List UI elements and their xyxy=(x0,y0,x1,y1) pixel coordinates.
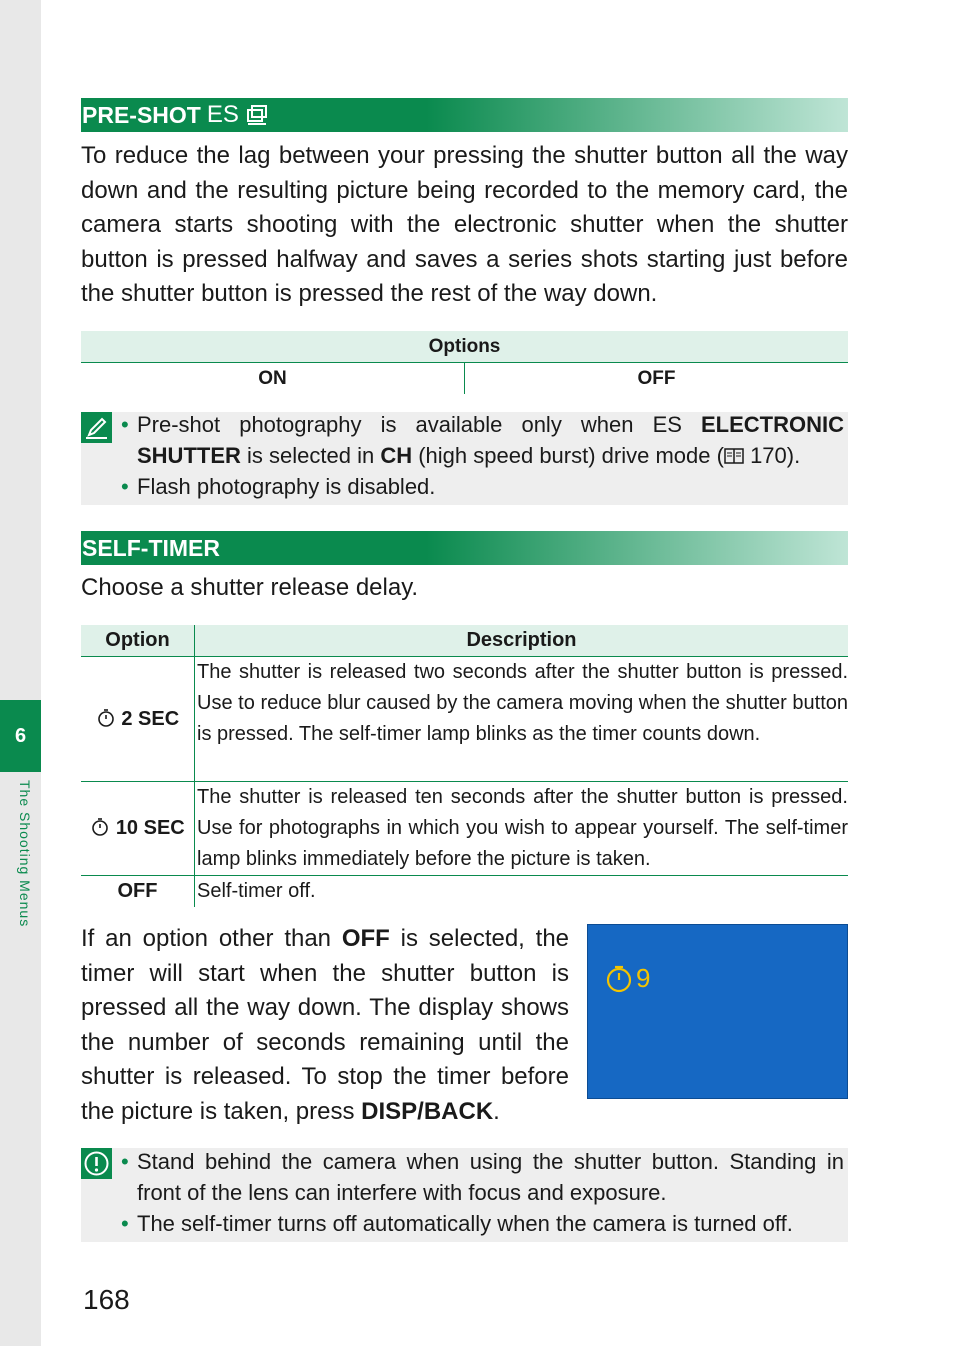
preshot-note-item: • Flash photography is disabled. xyxy=(119,471,844,502)
option-cell: OFF xyxy=(81,876,195,908)
camera-display xyxy=(587,924,848,1099)
countdown-indicator xyxy=(604,963,650,994)
table-row xyxy=(81,876,848,908)
electronic-shutter-label: ELECTRONIC SHUTTER xyxy=(137,412,844,468)
chapter-tab xyxy=(0,700,41,772)
preshot-note-list xyxy=(119,409,844,502)
selftimer-explanation: If an option other than OFF is selected, the timer will start when the shutter button is pressed all the way down. The display shows the number of seconds remaining until the shutter is released. To stop the timer before the picture is taken, press DISP/BACK. xyxy=(81,925,570,1125)
self-timer-icon xyxy=(604,964,634,994)
col-description: Description xyxy=(195,625,849,657)
caution-list xyxy=(119,1146,844,1239)
table-row xyxy=(81,782,848,876)
preshot-burst-icon xyxy=(245,103,269,127)
preshot-heading xyxy=(81,98,848,132)
selftimer-caution xyxy=(81,1148,848,1242)
off-label: OFF xyxy=(341,925,390,952)
selftimer-table xyxy=(81,625,848,907)
caution-item: • The self-timer turns off automatically when the camera is turned off. xyxy=(119,1208,844,1239)
preshot-heading-text: PRE-SHOT xyxy=(82,102,201,128)
selftimer-intro: Choose a shutter release delay. xyxy=(81,574,419,601)
ch-label: CH xyxy=(380,443,413,468)
chapter-number: 6 xyxy=(14,724,27,747)
options-header: Options xyxy=(81,331,848,363)
preshot-note xyxy=(81,412,848,505)
option-off: OFF xyxy=(637,367,676,389)
description-cell: The shutter is released ten seconds after the shutter button is pressed. Use for photographs in which you wish to appear yourself. The self-timer lamp blinks immediately before the picture is taken. xyxy=(195,782,849,876)
col-option: Option xyxy=(81,625,195,657)
disp-back-label: DISP/BACK xyxy=(361,1097,494,1125)
caution-icon xyxy=(81,1148,112,1179)
description-cell: Self-timer off. xyxy=(197,880,316,902)
option-cell: 10 SEC xyxy=(81,782,195,876)
page-ref-icon xyxy=(724,448,744,464)
self-timer-icon xyxy=(96,708,116,728)
table-row xyxy=(81,657,848,782)
self-timer-icon xyxy=(90,817,110,837)
option-cell: 2 SEC xyxy=(81,657,195,782)
selftimer-heading xyxy=(81,531,848,565)
side-strip xyxy=(0,0,41,1346)
caution-item: • Stand behind the camera when using the shutter button. Standing in front of the lens can interfere with focus and exposure. xyxy=(119,1146,844,1208)
note-pencil-icon xyxy=(81,412,112,443)
page-number: 168 xyxy=(83,1284,130,1315)
es-label: ES xyxy=(206,101,239,128)
es-label: ES xyxy=(652,412,682,437)
preshot-options-table xyxy=(81,331,848,394)
countdown-number: 9 xyxy=(636,963,651,993)
option-on: ON xyxy=(81,363,465,395)
preshot-body: To reduce the lag between your pressing the shutter button all the way down and the resulting picture being recorded to the memory card, the camera starts shooting with the electronic shutter when the shutter button is pressed halfway and saves a series shots starting just before the shutter button is pressed the rest of the way down. xyxy=(81,142,848,307)
preshot-note-item: • Pre-shot photography is available only when ES ELECTRONIC SHUTTER is selected in CH (high speed burst) drive mode ( 170). xyxy=(119,409,844,471)
description-cell: The shutter is released two seconds after the shutter button is pressed. Use to reduce blur caused by the camera moving when the shutter button is pressed. The self-timer lamp blinks as the timer counts down. xyxy=(195,657,849,782)
selftimer-heading-text: SELF-TIMER xyxy=(82,535,220,561)
chapter-title: The Shooting Menus xyxy=(17,780,33,928)
